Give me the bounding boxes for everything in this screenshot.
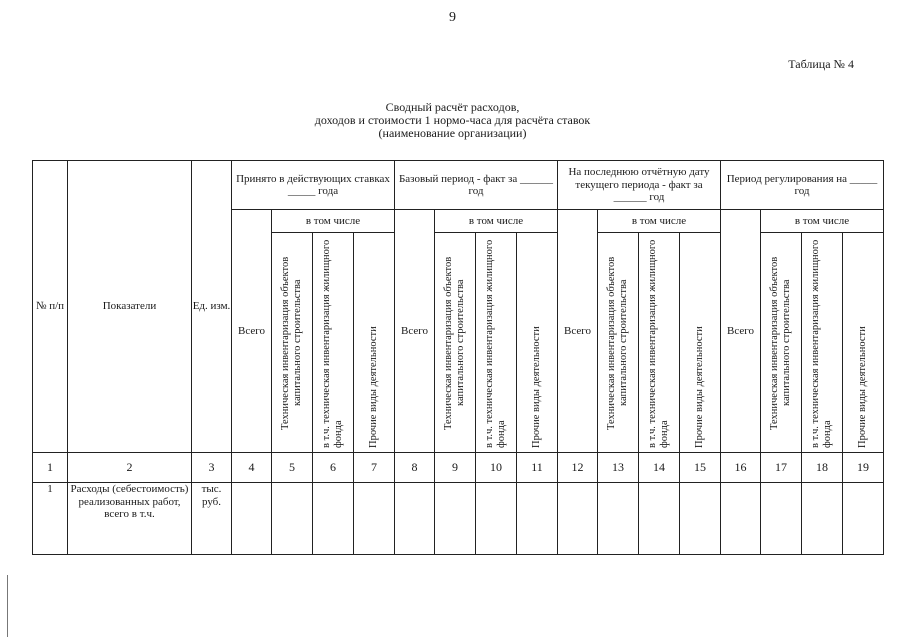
column-number: 1: [33, 453, 68, 483]
table-cell: [272, 483, 313, 555]
subcol-housing-inventory: в т.ч. техническая инвентаризация жилищного фонда: [647, 239, 670, 448]
column-number: 15: [680, 453, 721, 483]
subcol-tech-inventory: Техническая инвентаризация объектов капитального строительства: [606, 255, 629, 430]
subcol-tech-inventory: Техническая инвентаризация объектов капитального строительства: [443, 255, 466, 430]
including-header: в том числе: [435, 210, 558, 233]
column-number: 12: [558, 453, 598, 483]
total-header: Всего: [558, 210, 598, 453]
total-header: Всего: [232, 210, 272, 453]
column-number: 9: [435, 453, 476, 483]
row-indicator: Расходы (себестоимость) реализованных работ, всего в т.ч.: [68, 483, 192, 555]
title-line-2: доходов и стоимости 1 нормо-часа для расчёта ставок: [314, 113, 591, 127]
total-header: Всего: [395, 210, 435, 453]
table-cell: [802, 483, 843, 555]
including-header: в том числе: [272, 210, 395, 233]
subcol-housing-inventory: в т.ч. техническая инвентаризация жилищного фонда: [484, 239, 507, 448]
column-number: 16: [721, 453, 761, 483]
title-line-3: (наименование организации): [378, 126, 527, 140]
page-number: 9: [449, 10, 456, 25]
period-header-3: На последнюю отчётную дату текущего периода - факт за ______ год: [558, 161, 721, 210]
table-cell: [395, 483, 435, 555]
table-row: [33, 483, 884, 555]
scan-edge-line: [7, 575, 8, 637]
column-number: 19: [843, 453, 884, 483]
including-header: в том числе: [761, 210, 884, 233]
column-number: 6: [313, 453, 354, 483]
subcol-tech-inventory: Техническая инвентаризация объектов капитального строительства: [280, 255, 303, 430]
table-cell: [232, 483, 272, 555]
column-number: 2: [68, 453, 192, 483]
period-header-2: Базовый период - факт за ______ год: [395, 161, 558, 210]
subcol-other-activities: Прочие виды деятельности: [531, 325, 542, 448]
title-line-1: Сводный расчёт расходов,: [385, 100, 520, 114]
table-cell: [435, 483, 476, 555]
table-cell: [517, 483, 558, 555]
table-cell: [843, 483, 884, 555]
subcol-housing-inventory: в т.ч. техническая инвентаризация жилищного фонда: [810, 239, 833, 448]
column-number: 14: [639, 453, 680, 483]
column-number: 17: [761, 453, 802, 483]
column-number: 3: [192, 453, 232, 483]
table-cell: [721, 483, 761, 555]
column-number: 10: [476, 453, 517, 483]
table-cell: [680, 483, 721, 555]
table-label: Таблица № 4: [788, 57, 854, 71]
period-header-4: Период регулирования на _____ год: [721, 161, 884, 210]
table-cell: [476, 483, 517, 555]
header-unit: Ед. изм.: [192, 161, 232, 453]
table-cell: [598, 483, 639, 555]
column-number: 4: [232, 453, 272, 483]
header-indicators: Показатели: [68, 161, 192, 453]
period-header-1: Принято в действующих ставках _____ года: [232, 161, 395, 210]
table-cell: [558, 483, 598, 555]
including-header: в том числе: [598, 210, 721, 233]
column-number: 5: [272, 453, 313, 483]
column-number: 18: [802, 453, 843, 483]
table-cell: [313, 483, 354, 555]
table-cell: [354, 483, 395, 555]
subcol-tech-inventory: Техническая инвентаризация объектов капитального строительства: [769, 255, 792, 430]
column-number: 7: [354, 453, 395, 483]
table-cell: [761, 483, 802, 555]
total-header: Всего: [721, 210, 761, 453]
table-title: [0, 101, 905, 140]
column-number: 11: [517, 453, 558, 483]
row-unit: тыс. руб.: [192, 483, 232, 555]
subcol-housing-inventory: в т.ч. техническая инвентаризация жилищного фонда: [321, 239, 344, 448]
subcol-other-activities: Прочие виды деятельности: [857, 325, 868, 448]
column-number: 13: [598, 453, 639, 483]
table-cell: [639, 483, 680, 555]
subcol-other-activities: Прочие виды деятельности: [694, 325, 705, 448]
column-number: 8: [395, 453, 435, 483]
row-number: 1: [33, 483, 68, 555]
subcol-other-activities: Прочие виды деятельности: [368, 325, 379, 448]
header-num: № п/п: [33, 161, 68, 453]
summary-table: [32, 160, 884, 555]
